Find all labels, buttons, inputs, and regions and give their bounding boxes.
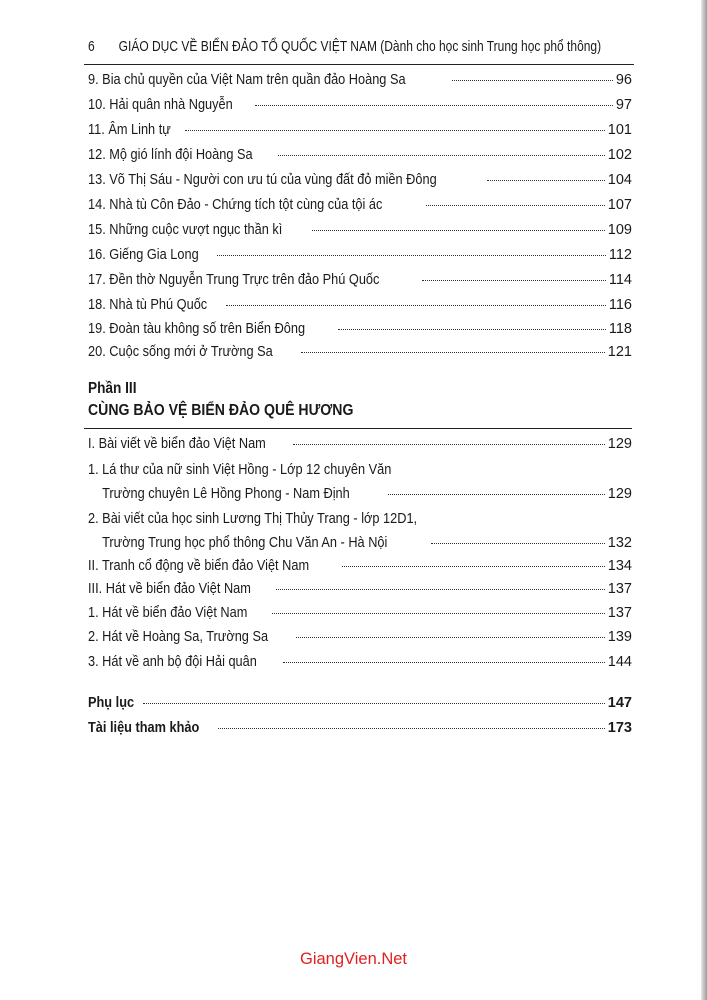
toc-entry-page: 144 [607, 654, 632, 670]
dot-leader [312, 230, 605, 231]
toc-entry-page: 96 [615, 72, 632, 88]
toc-entry [88, 558, 632, 580]
toc-entry [88, 436, 632, 458]
toc-entry-label: 10. Hải quân nhà Nguyễn [88, 97, 233, 113]
dot-leader [296, 637, 605, 638]
toc-entry [88, 486, 632, 508]
toc-entry-page: 104 [607, 172, 632, 188]
toc-entry [88, 462, 632, 484]
toc-entry-page: 173 [607, 720, 632, 736]
toc-entry [88, 122, 632, 144]
toc-entry-label: 15. Những cuộc vượt ngục thần kì [88, 222, 283, 238]
dot-leader [143, 703, 604, 704]
dot-leader [272, 613, 605, 614]
dot-leader [342, 566, 605, 567]
toc-entry-label: 3. Hát về anh bộ đội Hải quân [88, 654, 257, 670]
part-label: Phần III [88, 380, 137, 397]
header-rule [84, 64, 634, 65]
part-title: CÙNG BẢO VỆ BIỂN ĐẢO QUÊ HƯƠNG [88, 402, 354, 419]
dot-leader [276, 589, 605, 590]
toc-entry-label: 13. Võ Thị Sáu - Người con ưu tú của vùng đất đỏ miền Đông [88, 172, 437, 188]
toc-entry-page: 107 [607, 197, 632, 213]
toc-entry-label: Trường chuyên Lê Hồng Phong - Nam Định [102, 486, 350, 502]
toc-entry-label: 16. Giếng Gia Long [88, 247, 199, 263]
toc-entry [88, 97, 632, 119]
toc-entry-label: II. Tranh cổ động về biển đảo Việt Nam [88, 558, 310, 574]
toc-entry [88, 535, 632, 557]
dot-leader [431, 543, 605, 544]
toc-entry-page: 112 [608, 247, 632, 263]
dot-leader [293, 444, 605, 445]
toc-entry-label: 1. Hát về biển đảo Việt Nam [88, 605, 248, 621]
dot-leader [422, 280, 606, 281]
dot-leader [226, 305, 605, 306]
toc-entry-label: 12. Mộ gió lính đội Hoàng Sa [88, 147, 253, 163]
watermark: GiangVien.Net [299, 950, 408, 968]
dot-leader [255, 105, 612, 106]
dot-leader [283, 662, 605, 663]
toc-entry-label: Phụ lục [88, 695, 135, 711]
dot-leader [338, 329, 606, 330]
toc-entry-page: 129 [607, 436, 632, 452]
toc-entry [88, 605, 632, 627]
toc-entry-label: 17. Đền thờ Nguyễn Trung Trực trên đảo Phú Quốc [88, 272, 380, 288]
toc-entry [88, 147, 632, 169]
toc-entry-page: 101 [607, 122, 632, 138]
toc-entry [88, 197, 632, 219]
toc-entry-page: 139 [607, 629, 632, 645]
toc-entry [88, 511, 632, 533]
dot-leader [426, 205, 605, 206]
toc-entry-page: 97 [615, 97, 632, 113]
toc-entry-page: 132 [607, 535, 632, 551]
toc-entry [88, 247, 632, 269]
running-header [88, 38, 602, 62]
toc-entry-label: 20. Cuộc sống mới ở Trường Sa [88, 344, 273, 360]
book-title: GIÁO DỤC VỀ BIỂN ĐẢO TỔ QUỐC VIỆT NAM (Dành cho học sinh Trung học phổ thông) [118, 38, 602, 55]
dot-leader [218, 728, 605, 729]
toc-entry [88, 297, 632, 319]
toc-entry-label: 2. Bài viết của học sinh Lương Thị Thủy Trang - lớp 12D1, [88, 511, 418, 527]
toc-entry-label: 14. Nhà tù Côn Đảo - Chứng tích tột cùng của tội ác [88, 197, 383, 213]
toc-entry-page: 134 [607, 558, 632, 574]
toc-entry-label: 9. Bia chủ quyền của Việt Nam trên quần đảo Hoàng Sa [88, 72, 406, 88]
toc-entry-page: 102 [607, 147, 632, 163]
toc-entry-label: I. Bài viết về biển đảo Việt Nam [88, 436, 266, 452]
toc-entry-appendix [88, 695, 632, 717]
toc-entry-label: 18. Nhà tù Phú Quốc [88, 297, 208, 313]
toc-entry [88, 629, 632, 651]
dot-leader [301, 352, 605, 353]
toc-entry [88, 222, 632, 244]
toc-entry-page: 116 [608, 297, 632, 313]
page-edge-shadow [701, 0, 707, 1000]
dot-leader [278, 155, 605, 156]
toc-entry-page: 137 [607, 605, 632, 621]
page-number: 6 [88, 38, 95, 55]
dot-leader [185, 130, 605, 131]
dot-leader [217, 255, 606, 256]
toc-entry-label: 11. Âm Linh tự [88, 122, 171, 138]
toc-entry-label: 1. Lá thư của nữ sinh Việt Hồng - Lớp 12 chuyên Văn [88, 462, 392, 478]
toc-entry-label: 2. Hát về Hoàng Sa, Trường Sa [88, 629, 269, 645]
toc-entry [88, 172, 632, 194]
toc-entry-page: 118 [608, 321, 632, 337]
dot-leader [452, 80, 613, 81]
toc-entry-page: 109 [607, 222, 632, 238]
toc-entry-references [88, 720, 632, 742]
toc-entry-label: Trường Trung học phổ thông Chu Văn An - Hà Nội [102, 535, 388, 551]
toc-entry-label: III. Hát về biển đảo Việt Nam [88, 581, 251, 597]
toc-entry-page: 137 [607, 581, 632, 597]
toc-entry [88, 344, 632, 366]
toc-entry [88, 321, 632, 343]
toc-entry-page: 114 [608, 272, 632, 288]
toc-entry-label: Tài liệu tham khảo [88, 720, 200, 736]
toc-entry [88, 272, 632, 294]
dot-leader [487, 180, 605, 181]
section-rule [84, 428, 632, 429]
toc-entry-page: 147 [607, 695, 632, 711]
toc-entry-page: 129 [607, 486, 632, 502]
toc-entry-page: 121 [607, 344, 632, 360]
toc-entry-label: 19. Đoàn tàu không số trên Biển Đông [88, 321, 306, 337]
toc-entry [88, 72, 632, 94]
toc-entry [88, 654, 632, 676]
toc-entry [88, 581, 632, 603]
dot-leader [388, 494, 604, 495]
